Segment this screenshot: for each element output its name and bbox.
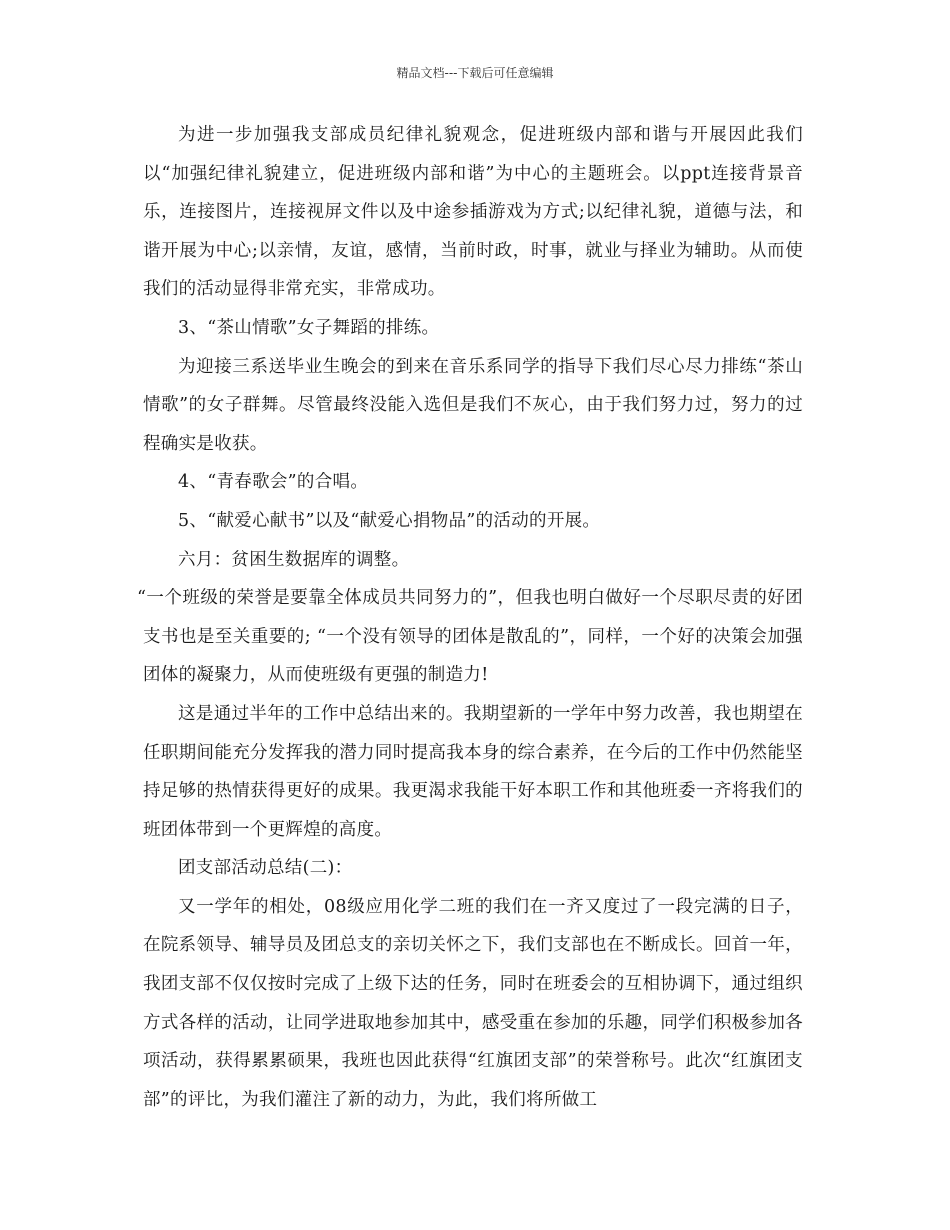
paragraph-item-3: 3、“茶山情歌”女子舞蹈的排练。 [178, 317, 440, 338]
paragraph-item-5: 5、“献爱心献书”以及“献爱心捐物品”的活动的开展。 [178, 510, 601, 531]
document-body [137, 116, 803, 1119]
page-header: 精品文档---下载后可任意编辑 [396, 66, 554, 80]
paragraph-discipline-meeting: 为进一步加强我支部成员纪律礼貌观念，促进班级内部和谐与开展因此我们以“加强纪律礼貌建立，促进班级内部和谐”为中心的主题班会。以ppt连接背景音乐，连接图片，连接视屏文件以及中途参插游戏为方式;以纪律礼貌，道德与法，和谐开展为中心;以亲情，友谊，感情，当前时政，时事，就业与择业为辅助。从而使我们的活动显得非常充实，非常成功。 [143, 125, 803, 300]
paragraph-half-year-summary: 这是通过半年的工作中总结出来的。我期望新的一学年中努力改善，我也期望在任职期间能充分发挥我的潜力同时提高我本身的综合素养，在今后的工作中仍然能坚持足够的热情获得更好的成果。我更渴求我能干好本职工作和其他班委一齐将我们的班团体带到一个更辉煌的高度。 [143, 703, 803, 840]
paragraph-school-year: 又一学年的相处，08级应用化学二班的我们在一齐又度过了一段完满的日子，在院系领导、辅导员及团总支的亲切关怀之下，我们支部也在不断成长。回首一年，我团支部不仅仅按时完成了上级下达的任务，同时在班委会的互相协调下，通过组织方式各样的活动，让同学进取地参加其中，感受重在参加的乐趣，同学们积极参加各项活动，获得累累硕果，我班也因此获得“红旗团支部”的荣誉称号。此次“红旗团支部”的评比，为我们灌注了新的动力，为此，我们将所做工 [143, 896, 803, 1110]
section-heading-summary-two: 团支部活动总结(二)： [178, 858, 353, 879]
paragraph-dance-rehearsal: 为迎接三系送毕业生晚会的到来在音乐系同学的指导下我们尽心尽力排练“茶山情歌”的女子群舞。尽管最终没能入选但是我们不灰心，由于我们努力过，努力的过程确实是收获。 [143, 356, 803, 454]
paragraph-class-honor: “一个班级的荣誉是要靠全体成员共同努力的”，但我也明白做好一个尽职尽责的好团支书也是至关重要的; “一个没有领导的团体是散乱的”，同样，一个好的决策会加强团体的凝聚力，从而使班级有更强的制造力! [137, 588, 803, 686]
paragraph-june: 六月：贫困生数据库的调整。 [178, 549, 410, 570]
paragraph-item-4: 4、“青春歌会”的合唱。 [178, 472, 369, 493]
